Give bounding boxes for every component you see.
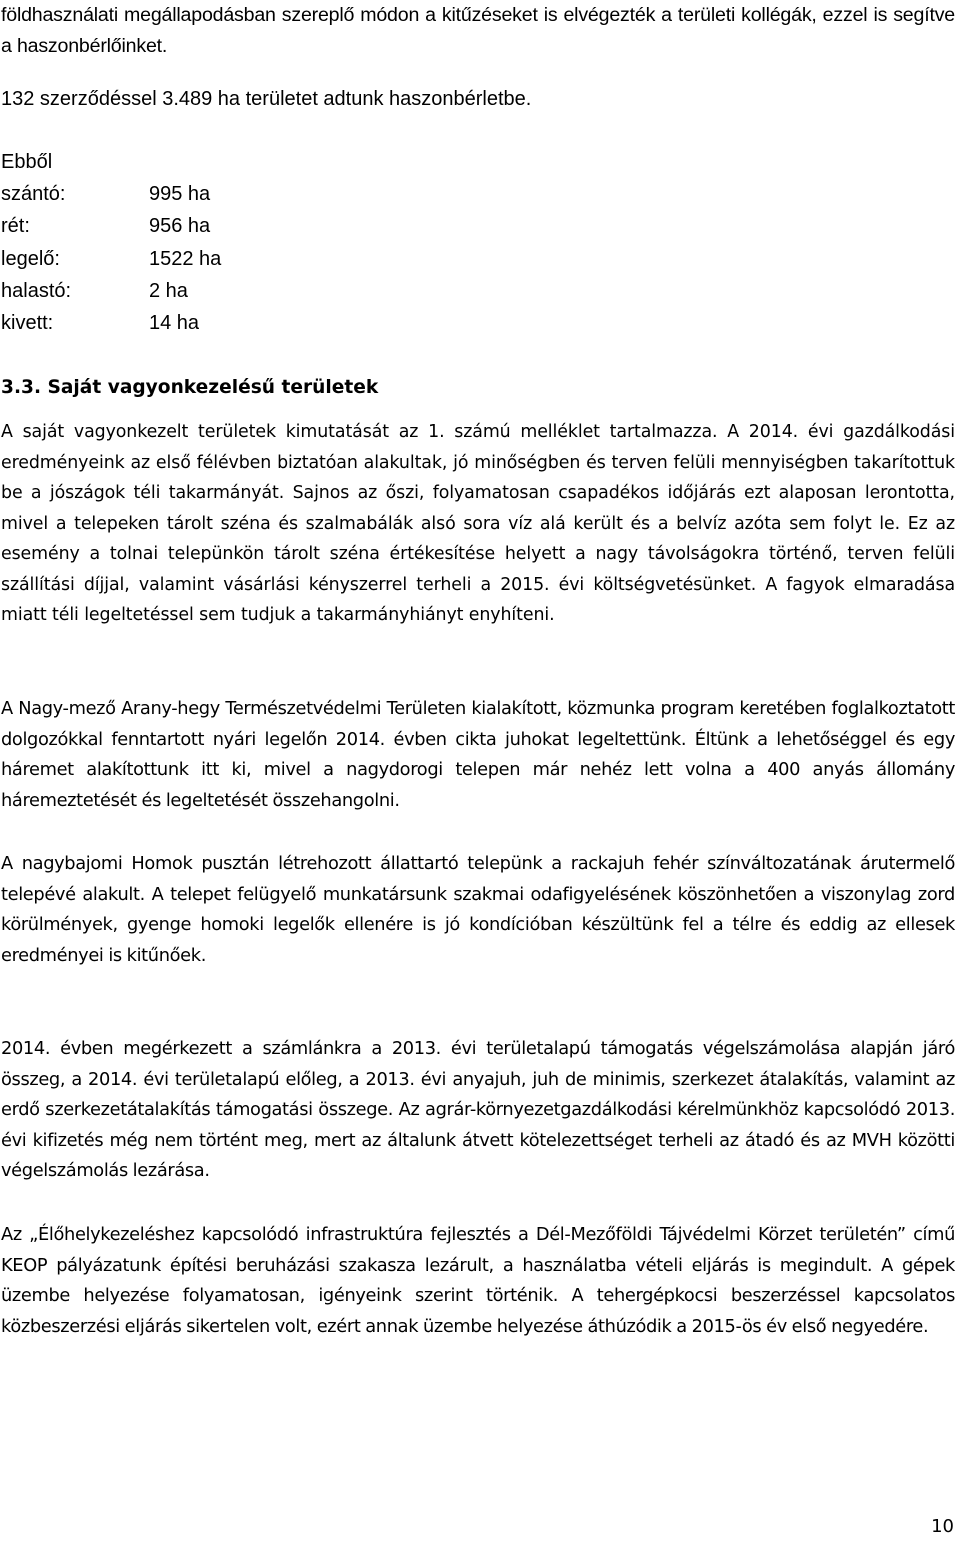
paragraph-keop: Az „Élőhelykezeléshez kapcsolódó infrastruktúra fejlesztés a Dél-Mezőföldi Tájvédelmi Körzet területén” című KEOP pályázatunk építési beruházási szakasza lezárult, a használatba vételi eljárás is megindult. A gépek üzembe helyezése folyamatosan, igényeink szerint történik. A tehergépkocsi beszerzéssel kapcsolatos közbeszerzési eljárás sikertelen volt, ezért annak üzembe helyezése áthúzódik a 2015-ös év első negyedére. xyxy=(1,1224,955,1337)
breakdown-value: 14 ha xyxy=(149,312,200,335)
breakdown-label: kivett: xyxy=(1,312,54,335)
breakdown-label: szántó: xyxy=(1,183,66,205)
breakdown-label: rét: xyxy=(1,215,30,238)
page-number: 10 xyxy=(931,1516,954,1537)
breakdown-intro: Ebből xyxy=(1,151,53,173)
breakdown-value: 995 ha xyxy=(149,183,211,205)
breakdown-label: halastó: xyxy=(1,279,72,302)
section-heading: 3.3. Saját vagyonkezelésű területek xyxy=(1,377,379,398)
intro-paragraph: földhasználati megállapodásban szereplő módon a kitűzéseket is elvégezték a területi kollégák, ezzel is segítve a haszonbérlőinket. xyxy=(1,4,955,57)
paragraph-own-management: A saját vagyonkezelt területek kimutatását az 1. számú melléklet tartalmazza. A 2014. évi gazdálkodási eredményeink az első félévben biztatóan alakultak, jó minőségben és terven felüli mennyiségben takarítottuk be a jószágok téli takarmányát. Sajnos az őszi, folyamatosan csapadékos időjárás ezt alaposan lerontotta, mivel a telepeken tárolt széna és szalmabálák alsó sora víz alá került és a belvíz azóta sem folyt le. Ez az esemény a tolnai telepünkön tárolt széna értékesítése helyett a nagy távolságokra történő, terven felüli szállítási díjjal, valamint vásárlási kényszerrel terheli a 2015. évi költségvetésünket. A fagyok elmaradása miatt téli legeltetéssel sem tudjuk a takarmányhiányt enyhíteni. xyxy=(1,422,955,625)
breakdown-value: 1522 ha xyxy=(149,247,222,270)
paragraph-nagy-mezo: A Nagy-mező Arany-hegy Természetvédelmi Területen kialakított, közmunka program keretében foglalkoztatott dolgozókkal fenntartott nyári legelőn 2014. évben cikta juhokat legeltettünk. Éltünk a lehetőséggel és egy háremet alakítottunk itt ki, mivel a nagydorogi telepen már nehéz lett volna a 400 anyás állomány háremeztetését és legeltetését összehangolni. xyxy=(1,698,955,811)
contracts-line: 132 szerződéssel 3.489 ha területet adtunk haszonbérletbe. xyxy=(1,88,532,110)
breakdown-value: 2 ha xyxy=(149,279,188,302)
breakdown-value: 956 ha xyxy=(149,215,211,238)
paragraph-subsidies: 2014. évben megérkezett a számlánkra a 2013. évi területalapú támogatás végelszámolása alapján járó összeg, a 2014. évi területalapú előleg, a 2013. évi anyajuh, juh de minimis, szerkezet átalakítás, valamint az erdő szerkezetátalakítás támogatási összege. Az agrár-környezetgazdálkodási kérelmünkhöz kapcsolódó 2013. évi kifizetés még nem történt meg, mert az általunk átvett kötelezettséget terheli az átadó és az MVH közötti végelszámolás lezárása. xyxy=(1,1038,955,1181)
breakdown-label: legelő: xyxy=(1,247,60,270)
paragraph-nagybajom: A nagybajomi Homok pusztán létrehozott állattartó telepünk a rackajuh fehér színváltozatának árutermelő telepévé alakult. A telepet felügyelő munkatársunk szakmai odafigyelésének köszönhetően a viszonylag zord körülmények, gyenge homoki legelők ellenére is jó kondícióban készültünk fel a télre és eddig az ellesek eredményei is kitűnőek. xyxy=(1,853,955,966)
